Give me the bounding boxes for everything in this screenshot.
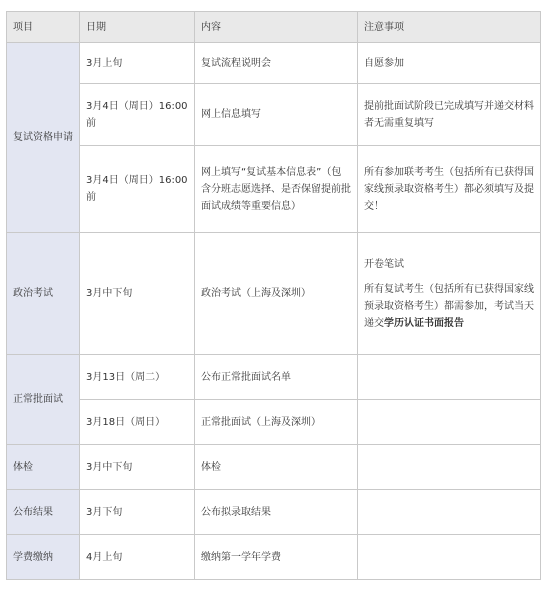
schedule-table [6, 11, 541, 580]
cell-note: 提前批面试阶段已完成填写并递交材料者无需重复填写 [358, 84, 541, 146]
table-row [7, 535, 541, 580]
cell-date: 3月下旬 [80, 490, 195, 535]
cell-date: 3月18日（周日） [80, 400, 195, 445]
cell-note [358, 233, 541, 355]
cell-date: 3月上旬 [80, 43, 195, 84]
note-requirement: 所有复试考生（包括所有已获得国家线预录取资格考生）都需参加，考试当天递交 [364, 283, 534, 329]
cell-date: 3月13日（周二） [80, 355, 195, 400]
table-row [7, 445, 541, 490]
category-results: 公布结果 [7, 490, 80, 535]
category-tuition: 学费缴纳 [7, 535, 80, 580]
table-row [7, 84, 541, 146]
schedule-table-container [6, 11, 541, 580]
category-normal-interview: 正常批面试 [7, 355, 80, 445]
category-politics: 政治考试 [7, 233, 80, 355]
table-row [7, 43, 541, 84]
note-open-book: 开卷笔试 [364, 258, 404, 270]
cell-date: 3月4日（周日）16:00前 [80, 84, 195, 146]
cell-content: 正常批面试（上海及深圳） [195, 400, 358, 445]
cell-date: 4月上旬 [80, 535, 195, 580]
cell-content: 复试流程说明会 [195, 43, 358, 84]
cell-note [358, 490, 541, 535]
table-row [7, 233, 541, 355]
cell-note [358, 355, 541, 400]
table-row [7, 490, 541, 535]
header-content: 内容 [195, 12, 358, 43]
header-notes: 注意事项 [358, 12, 541, 43]
header-date: 日期 [80, 12, 195, 43]
cell-note [358, 445, 541, 490]
category-physical: 体检 [7, 445, 80, 490]
cell-content: 网上填写“复试基本信息表”（包含分班志愿选择、是否保留提前批面试成绩等重要信息） [195, 146, 358, 233]
header-item: 项目 [7, 12, 80, 43]
cell-note: 所有参加联考考生（包括所有已获得国家线预录取资格考生）都必须填写及提交！ [358, 146, 541, 233]
cell-content: 缴纳第一学年学费 [195, 535, 358, 580]
header-row [7, 12, 541, 43]
table-row [7, 400, 541, 445]
note-report-emphasis: 学历认证书面报告 [384, 317, 464, 329]
table-row [7, 146, 541, 233]
cell-date: 3月中下旬 [80, 233, 195, 355]
cell-content: 公布正常批面试名单 [195, 355, 358, 400]
cell-note: 自愿参加 [358, 43, 541, 84]
cell-content: 体检 [195, 445, 358, 490]
cell-note [358, 535, 541, 580]
cell-date: 3月中下旬 [80, 445, 195, 490]
category-retest: 复试资格申请 [7, 43, 80, 233]
cell-content: 公布拟录取结果 [195, 490, 358, 535]
cell-content: 政治考试（上海及深圳） [195, 233, 358, 355]
note-gap [364, 273, 534, 281]
cell-content: 网上信息填写 [195, 84, 358, 146]
cell-note [358, 400, 541, 445]
table-row [7, 355, 541, 400]
cell-date: 3月4日（周日）16:00前 [80, 146, 195, 233]
